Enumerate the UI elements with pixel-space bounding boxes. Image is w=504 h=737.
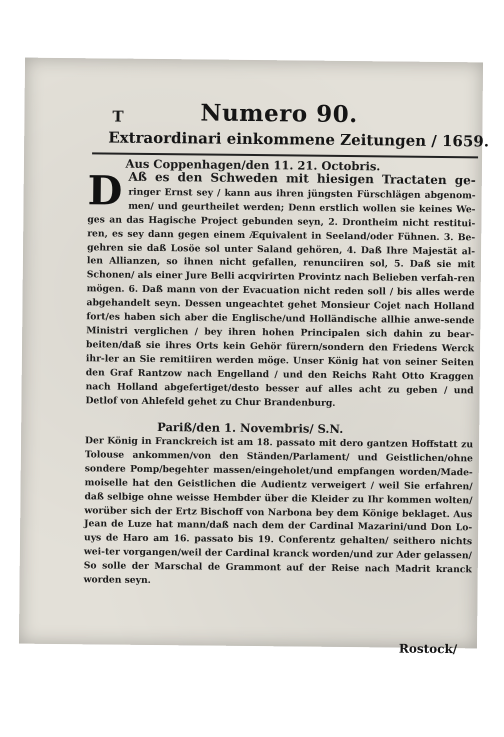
catchword: Rostock/ (398, 641, 458, 657)
drop-cap: D (87, 167, 123, 215)
article-body: Der König in Franckreich ist am 18. passato mit dero gantzen Hoffstatt zu Tolouse ankommen/von den Ständen/Parlament/ und Geistlichen/ohne sondere Pomp/begehter massen/eingeholet/und empfangen worden/Made-moiselle hat den Geistlichen die Audientz verweigert / weil Sie erfahren/ daß selbige ohne weisse Hembder über die Kleider zu Ihr kommen wolten/ worüber sich der Ertz Bischoff von Narbona bey dem Könige beklaget. Aus Jean de Luze hat mann/daß nach dem der Cardinal Mazarini/und Don Lo-uys de Haro am 16. passato bis 19. Conferentz gehalten/ seithero nichts wei-ter vorgangen/weil der Cardinal kranck worden/und zur Ader gelassen/ So solle der Marschal de Grammont auf der Reise nach Madrit kranck worden seyn. (83, 435, 474, 587)
newspaper-page (19, 58, 490, 657)
newspaper-title: Extraordinari einkommene Zeitungen / 1659. (108, 128, 490, 151)
dateline-paris: Pariß/den 1. Novembris/ S.N. (157, 420, 344, 436)
article-copenhagen (85, 167, 476, 424)
article-paris (83, 434, 473, 618)
dateline-copenhagen: Aus Coppenhagen/den 11. 21. Octobris. (125, 156, 381, 174)
article-body: ringer Ernst sey / kann aus ihren jüngsten Fürschlägen abgenom-men/ und geurtheilet werden; Denn erstlich wollen sie keines We-ges an das Hagische Project gebunden seyn, 2. Drontheim nicht restitui-ren, es sey dann gegen einem Æquivalent in Seeland/oder Fühnen. 3. Be-gehren sie daß Losöe sol unter Saland gehören, 4. Daß Ihre Majestät al-len Allianzen, so ihnen nicht gefallen, renunciiren sol, 5. Daß sie mit Schonen/ als einer Jure Belli acqvirirten Provintz nach Belieben verfah-ren mögen. 6. Daß mann von der Evacuation nicht reden soll / bis alles werde abgehandelt seyn. Dessen ungeachtet gehet Monsieur Cojet nach Holland fort/es haben sich aber die Englische/und Holländische allhie anwe-sende Ministri verglichen / bey ihren hohen Principalen sich dahin zu bear-beiten/daß sie ihres Orts kein Gehör fürern/sondern den Friedens Werck ihr-ler an Sie remitiiren werden möge. Unser König hat von seiner Seiten den Graf Rantzow nach Engelland / und den Reichs Raht Otto Kraggen nach Holland abgefertiget/desto besser auf alles acht zu geben / und Detlof von Ahlefeld gehet zu Chur Brandenburg. (85, 186, 476, 409)
signature-mark: T (112, 107, 124, 126)
issue-number: Numero 90. (200, 99, 358, 129)
article-lead: Aß es den Schweden mit hiesigen Tractaten ge- (128, 169, 476, 188)
